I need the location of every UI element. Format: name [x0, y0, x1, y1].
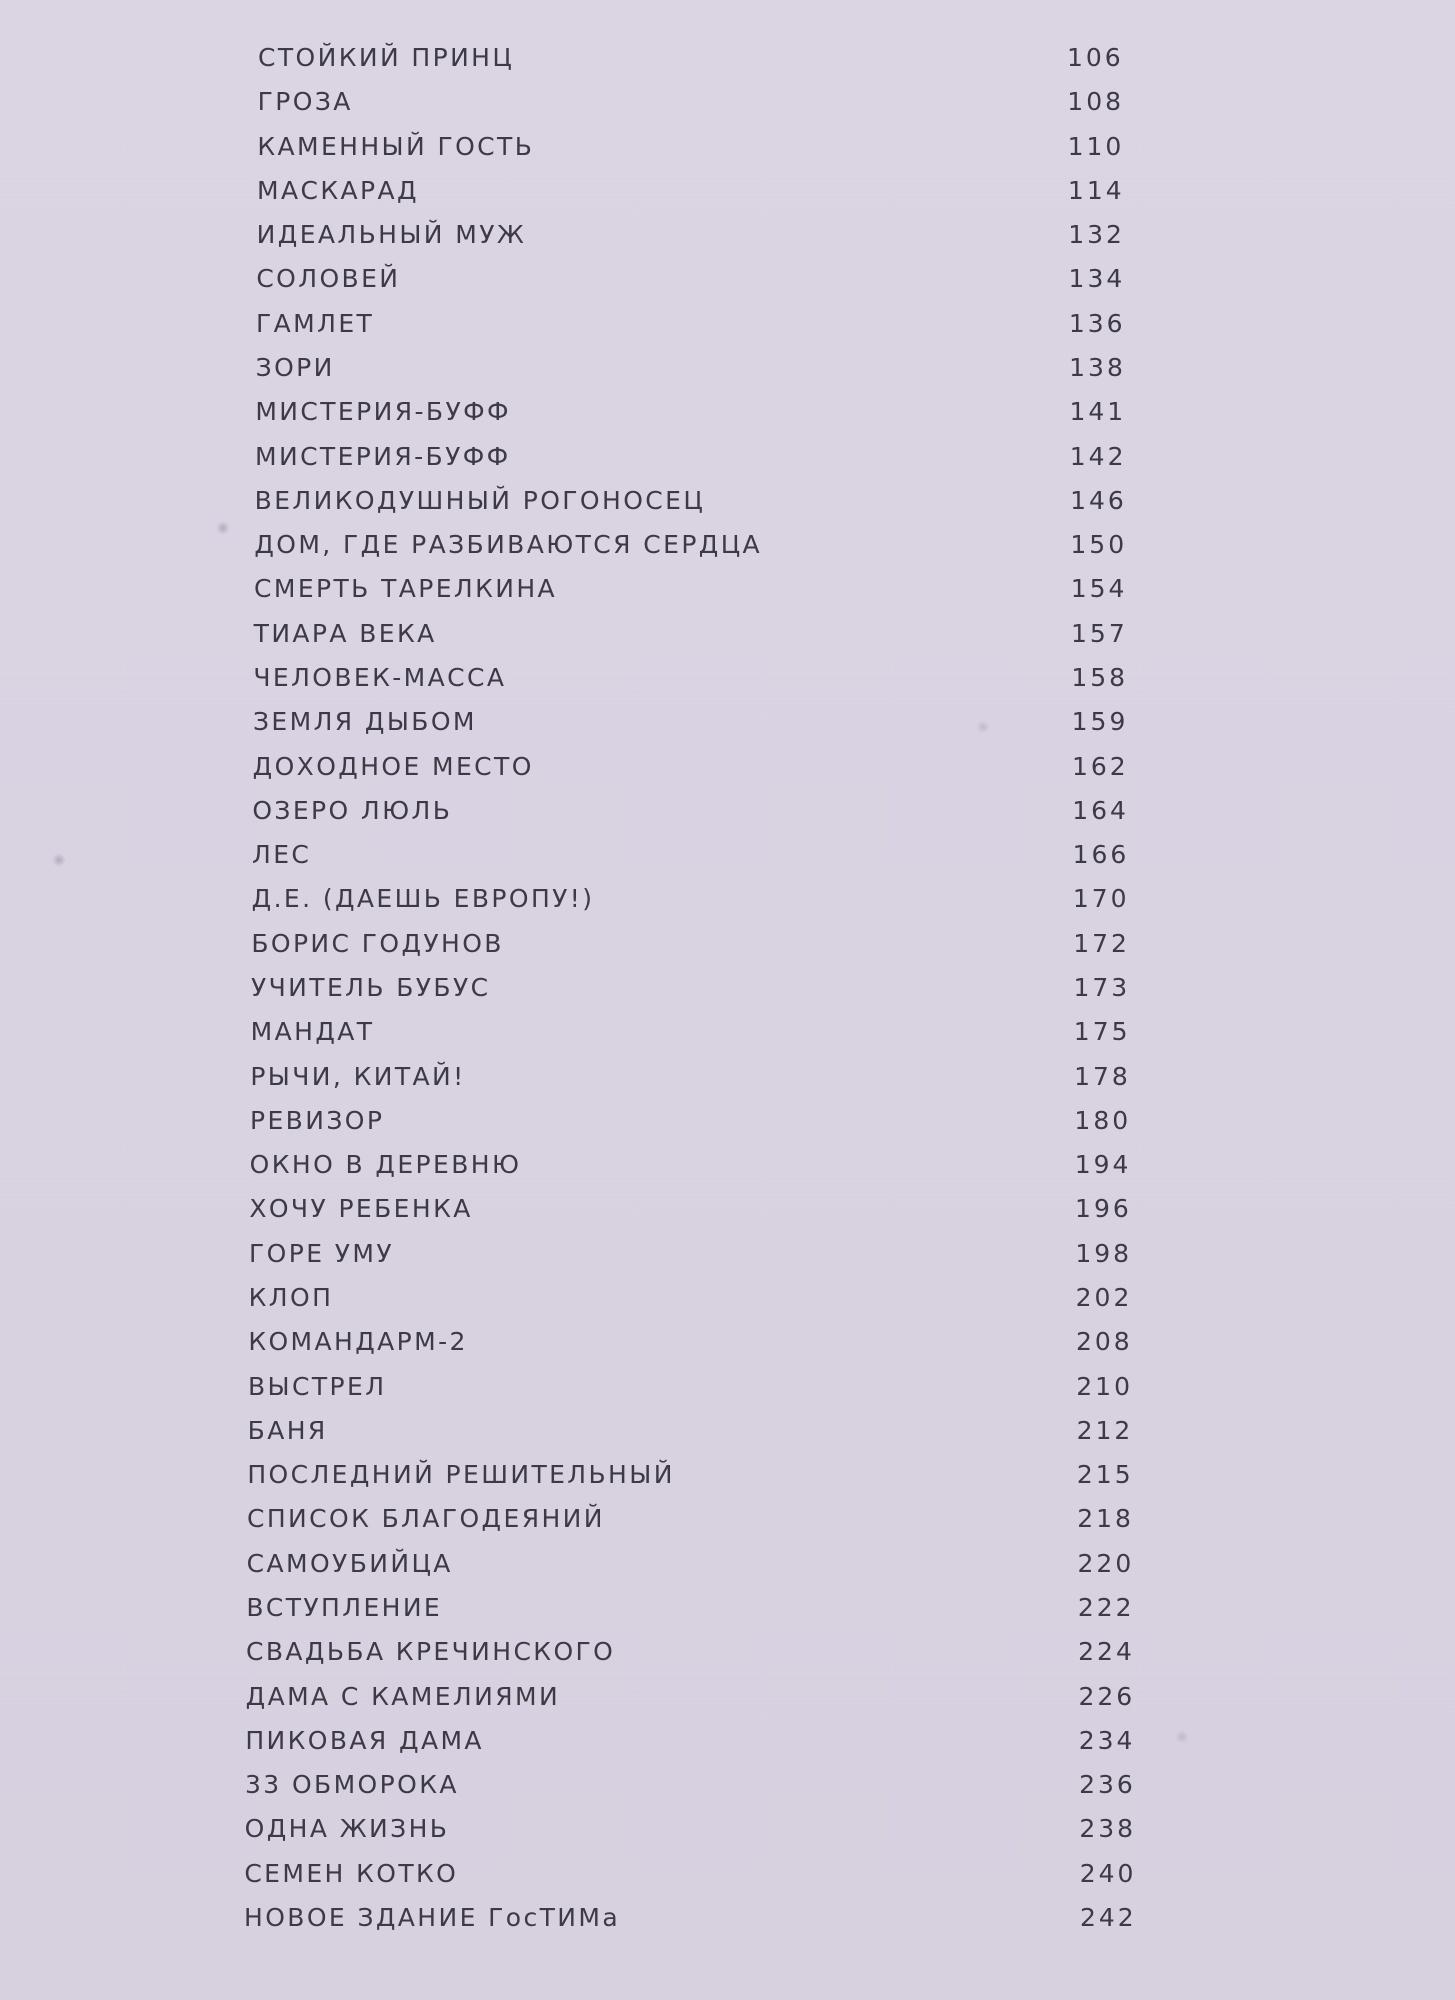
- toc-entry: [0, 1854, 1455, 1894]
- toc-entry-title: ПОСЛЕДНИЙ РЕШИТЕЛЬНЫЙ: [247, 1460, 675, 1490]
- toc-entry: [0, 1012, 1455, 1052]
- toc-entry-page-number: 106: [1067, 43, 1124, 72]
- toc-entry-title: МАНДАТ: [250, 1017, 375, 1047]
- toc-entry-page-number: 240: [1079, 1858, 1137, 1888]
- toc-entry-page-number: 142: [1069, 441, 1127, 471]
- toc-entry-page-number: 172: [1073, 928, 1130, 958]
- toc-entry: [0, 791, 1455, 831]
- toc-entry: [0, 437, 1455, 477]
- toc-entry: [0, 392, 1455, 432]
- toc-entry: [0, 1189, 1455, 1229]
- toc-entry-title: ВСТУПЛЕНИЕ: [246, 1593, 443, 1622]
- toc-entry-title: СЕМЕН КОТКО: [244, 1858, 459, 1888]
- toc-entry-title: СВАДЬБА КРЕЧИНСКОГО: [246, 1637, 616, 1667]
- toc-entry: [0, 1809, 1455, 1849]
- toc-entry-title: Д.Е. (ДАЕШЬ ЕВРОПУ!): [251, 884, 595, 914]
- toc-entry-page-number: 198: [1075, 1238, 1133, 1268]
- toc-entry-title: НОВОЕ ЗДАНИЕ ГосТИМа: [244, 1903, 621, 1932]
- toc-entry-page-number: 154: [1070, 574, 1128, 604]
- toc-entry-title: МИСТЕРИЯ-БУФФ: [255, 397, 511, 427]
- toc-entry-title: ЗОРИ: [255, 353, 335, 382]
- toc-entry-title: СМЕРТЬ ТАРЕЛКИНА: [254, 574, 558, 604]
- toc-entry: [0, 1898, 1455, 1938]
- toc-entry-page-number: 242: [1080, 1903, 1137, 1932]
- toc-entry: [0, 835, 1455, 875]
- toc-entry-title: РЕВИЗОР: [250, 1105, 385, 1135]
- toc-entry: [0, 1278, 1455, 1318]
- toc-entry-page-number: 162: [1071, 751, 1129, 781]
- toc-entry: [0, 215, 1455, 255]
- toc-entry-page-number: 196: [1075, 1194, 1132, 1224]
- toc-entry-title: ТИАРА ВЕКА: [253, 618, 437, 648]
- toc-entry-title: СПИСОК БЛАГОДЕЯНИЙ: [247, 1504, 605, 1534]
- toc-entry-title: ЛЕС: [252, 840, 312, 870]
- toc-entry-page-number: 212: [1076, 1415, 1134, 1445]
- toc-entry-page-number: 238: [1079, 1814, 1137, 1844]
- toc-entry-title: УЧИТЕЛЬ БУБУС: [251, 973, 491, 1002]
- toc-entry-page-number: 224: [1078, 1637, 1135, 1667]
- toc-entry-title: МИСТЕРИЯ-БУФФ: [255, 441, 511, 471]
- toc-entry-page-number: 159: [1071, 707, 1129, 737]
- toc-entry: [0, 259, 1455, 299]
- toc-entry-title: РЫЧИ, КИТАЙ!: [250, 1061, 466, 1091]
- toc-entry-page-number: 170: [1072, 884, 1130, 914]
- toc-entry-title: ЗЕМЛЯ ДЫБОМ: [253, 707, 477, 737]
- toc-entry: [0, 1499, 1455, 1539]
- toc-entry: [0, 1057, 1455, 1097]
- toc-entry: [0, 1544, 1455, 1584]
- toc-entry: [0, 1632, 1455, 1672]
- toc-entry-page-number: 132: [1068, 220, 1125, 250]
- toc-entry-page-number: 210: [1076, 1371, 1133, 1401]
- toc-entry-title: БОРИС ГОДУНОВ: [251, 928, 504, 958]
- toc-entry-page-number: 194: [1074, 1150, 1132, 1180]
- toc-entry-page-number: 157: [1071, 618, 1128, 648]
- toc-entry: [0, 1101, 1455, 1141]
- toc-entry: [0, 1411, 1455, 1451]
- toc-entry-page-number: 178: [1074, 1061, 1131, 1091]
- toc-entry-page-number: 215: [1076, 1460, 1134, 1490]
- toc-entry-title: ОЗЕРО ЛЮЛЬ: [252, 795, 453, 825]
- toc-entry-title: ПИКОВАЯ ДАМА: [245, 1725, 484, 1755]
- toc-entry-page-number: 166: [1072, 840, 1130, 870]
- toc-entry-page-number: 114: [1067, 175, 1125, 205]
- toc-entry: [0, 1765, 1455, 1805]
- toc-entry-page-number: 180: [1074, 1105, 1132, 1135]
- toc-entry-title: КЛОП: [248, 1283, 334, 1312]
- toc-entry: [0, 702, 1455, 742]
- toc-entry-title: СОЛОВЕЙ: [256, 264, 401, 294]
- toc-entry-page-number: 236: [1079, 1770, 1136, 1800]
- toc-entry: [0, 127, 1455, 167]
- toc-entry: [0, 1322, 1455, 1362]
- toc-entry-title: ДОМ, ГДЕ РАЗБИВАЮТСЯ СЕРДЦА: [254, 530, 763, 560]
- toc-entry-page-number: 222: [1077, 1593, 1135, 1622]
- toc-entry-page-number: 218: [1077, 1504, 1134, 1534]
- toc-entry: [0, 1234, 1455, 1274]
- toc-entry: [0, 1145, 1455, 1185]
- toc-entry: [0, 968, 1455, 1008]
- toc-entry: [0, 171, 1455, 211]
- toc-entry-page-number: 138: [1069, 353, 1126, 382]
- toc-entry-title: ОДНА ЖИЗНЬ: [244, 1814, 450, 1844]
- toc-entry-title: САМОУБИЙЦА: [246, 1548, 453, 1578]
- toc-entry-title: ДОХОДНОЕ МЕСТО: [252, 751, 534, 781]
- toc-entry-title: БАНЯ: [247, 1415, 328, 1445]
- toc-entry-title: ГРОЗА: [257, 87, 353, 117]
- toc-entry-page-number: 208: [1075, 1327, 1133, 1357]
- toc-entry-page-number: 134: [1068, 264, 1126, 294]
- toc-entry-page-number: 234: [1078, 1725, 1136, 1755]
- toc-entry-title: ЧЕЛОВЕК-МАССА: [253, 663, 507, 692]
- toc-entry: [0, 658, 1455, 698]
- toc-entry: [0, 924, 1455, 964]
- toc-entry-title: ГАМЛЕТ: [256, 308, 375, 338]
- toc-entry-title: ИДЕАЛЬНЫЙ МУЖ: [256, 220, 527, 250]
- toc-entry-title: СТОЙКИЙ ПРИНЦ: [258, 43, 515, 72]
- toc-entry-page-number: 220: [1077, 1548, 1135, 1578]
- toc-entry: [0, 304, 1455, 344]
- toc-entry: [0, 525, 1455, 565]
- toc-entry-title: ВЫСТРЕЛ: [248, 1371, 387, 1401]
- toc-entry: [0, 348, 1455, 388]
- toc-entry-page-number: 136: [1068, 308, 1126, 338]
- toc-entry-title: ДАМА С КАМЕЛИЯМИ: [245, 1681, 561, 1711]
- toc-entry-page-number: 110: [1067, 131, 1125, 161]
- toc-entry: [0, 1677, 1455, 1717]
- toc-entry-title: КОМАНДАРМ-2: [248, 1327, 468, 1357]
- toc-entry: [0, 38, 1455, 78]
- toc-entry-page-number: 173: [1073, 973, 1131, 1002]
- toc-entry: [0, 82, 1455, 122]
- toc-entry: [0, 481, 1455, 521]
- toc-entry: [0, 879, 1455, 919]
- toc-entry: [0, 1455, 1455, 1495]
- toc-entry-title: 33 ОБМОРОКА: [245, 1770, 459, 1800]
- toc-entry: [0, 614, 1455, 654]
- toc-entry-page-number: 141: [1069, 397, 1127, 427]
- toc-entry: [0, 1367, 1455, 1407]
- toc-entry: [0, 569, 1455, 609]
- toc-entry-title: ОКНО В ДЕРЕВНЮ: [249, 1150, 522, 1180]
- toc-entry-page-number: 202: [1075, 1283, 1133, 1312]
- toc-entry-page-number: 175: [1073, 1017, 1131, 1047]
- toc-entry-page-number: 150: [1070, 530, 1128, 560]
- toc-entry-title: МАСКАРАД: [257, 175, 419, 205]
- toc-entry-page-number: 146: [1070, 485, 1127, 515]
- toc-entry-title: КАМЕННЫЙ ГОСТЬ: [257, 131, 535, 161]
- toc-entry-page-number: 108: [1067, 87, 1125, 117]
- toc-entry: [0, 1588, 1455, 1628]
- toc-entry-title: ГОРЕ УМУ: [249, 1238, 394, 1268]
- toc-entry-page-number: 226: [1078, 1681, 1136, 1711]
- toc-entry-page-number: 164: [1072, 795, 1129, 825]
- toc-entry: [0, 1721, 1455, 1761]
- toc-entry: [0, 747, 1455, 787]
- toc-entry-page-number: 158: [1071, 663, 1129, 692]
- toc-entry-title: ХОЧУ РЕБЕНКА: [249, 1194, 473, 1224]
- toc-entry-title: ВЕЛИКОДУШНЫЙ РОГОНОСЕЦ: [254, 485, 706, 515]
